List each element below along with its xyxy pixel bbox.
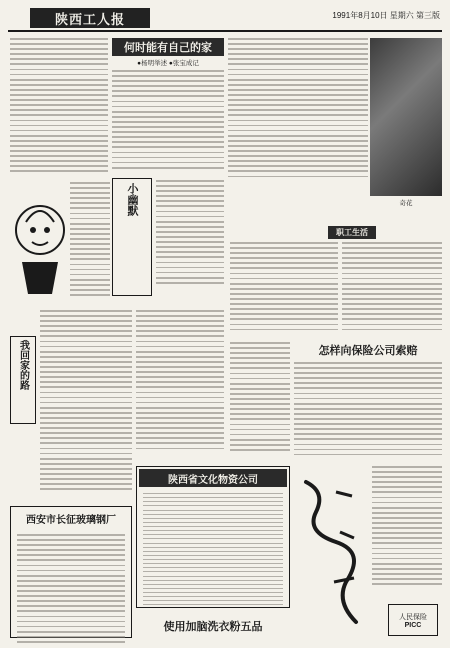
picc-stamp [388, 604, 438, 636]
center-bottom-text-2 [230, 342, 290, 460]
feature-byline: ●杨明举述 ●张宝成记 [137, 60, 199, 67]
right-top-text [228, 38, 368, 183]
feature-article-text [112, 70, 224, 175]
masthead-date: 1991年8月10日 星期六 第三版 [332, 11, 440, 20]
insurance-right-text [372, 466, 442, 596]
mid-article-text-left [230, 242, 338, 338]
insurance-article-text [294, 362, 442, 462]
bottom-banner: 使用加脑洗衣粉五品 [163, 621, 263, 633]
mid-article-heading: 职工生活 [328, 226, 376, 239]
ad-culture-text [143, 493, 283, 605]
photo-caption: 奇花 [399, 200, 413, 207]
picc-stamp-line2: PICC [404, 621, 422, 629]
calligraphy-ad [296, 472, 368, 638]
ad-culture-title: 陕西省文化物资公司 [139, 469, 287, 487]
left-section-text [40, 310, 132, 500]
feature-headline: 何时能有自己的家 [112, 38, 224, 56]
left-article-text [70, 182, 110, 302]
flower-photo [370, 38, 442, 196]
left-column-text [10, 38, 108, 178]
insurance-headline: 怎样向保险公司索赔 [318, 345, 418, 357]
center-bottom-text-1 [136, 310, 224, 460]
humor-heading: 小幽默 [126, 183, 139, 216]
top-rule [8, 30, 442, 32]
left-section-heading-box [10, 336, 36, 424]
left-section-heading: 我回家的路 [17, 340, 29, 390]
ad-changzheng-text [11, 530, 131, 647]
ad-culture [136, 466, 290, 608]
ad-changzheng [10, 506, 132, 638]
masthead-title: 陕西工人报 [30, 8, 150, 28]
humor-box [112, 178, 152, 296]
ad-changzheng-title: 西安市长征玻璃钢厂 [26, 515, 116, 526]
picc-stamp-line1: 人民保险 [399, 613, 427, 621]
mid-article-text-right [342, 242, 442, 338]
humor-text [156, 180, 224, 295]
cartoon-illustration [12, 182, 68, 302]
